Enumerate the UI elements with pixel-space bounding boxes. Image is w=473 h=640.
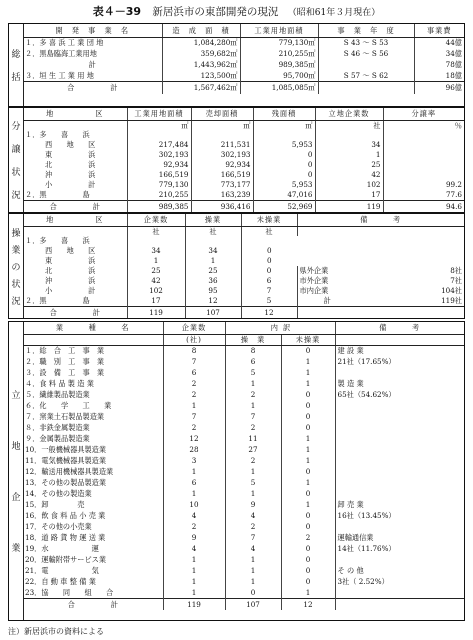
table-row: 小 計 779,130 773,177 5,953 102 99.2 <box>45 180 462 190</box>
table-row: 15．卸 売 10 9 1 卸 売 業 <box>23 499 464 510</box>
operation-total-row: 合 計 119 107 12 <box>23 306 464 318</box>
table-row: 東 浜 302,193 302,193 0 1 <box>23 150 464 160</box>
table-row: 20．運輸附帯サービス業 1 1 0 <box>23 554 464 565</box>
units-row: 社 社 社 <box>23 226 464 236</box>
industry-side-label: 立 地 企 業 <box>9 322 24 620</box>
summary-header-row: 開 発 事 業 名 造 成 面 積 工業用地面積 事 業 年 度 事業費 <box>23 24 464 37</box>
summary-section <box>8 23 465 107</box>
table-row: 22．自 動 車 整 備 業 1 1 0 3社（ 2.52%） <box>23 576 464 587</box>
table-row: 11．電気機械器具製造業 3 2 1 <box>23 455 464 466</box>
table-row: 北 浜 25 25 0 県外企業 8社 <box>45 266 462 276</box>
table-row: ４．食 料 品 製 造 業 2 1 1 製 造 業 <box>23 378 464 389</box>
industry-section <box>8 321 465 621</box>
table-title <box>0 4 473 20</box>
industry-header-row: 業 種 名 企業数 内 訳 備 考 <box>23 322 464 334</box>
table-number: 表４－39 <box>92 5 142 18</box>
units-row: ㎡ ㎡ ㎡ 社 ％ <box>23 120 464 130</box>
table-row: 東 浜 1 1 0 <box>23 256 464 266</box>
sales-side-label: 分 譲 状 況 <box>9 108 24 212</box>
title-date-note: （昭和61年３月現在） <box>287 8 381 18</box>
table-row: ２．黒 島 210,255 163,239 47,016 17 77.6 <box>25 190 462 200</box>
industry-rows <box>23 345 464 598</box>
summary-total-row: 合 計 1,567,462㎡ 1,085,085㎡ 96億 <box>23 81 464 94</box>
table-row: ２．職 別 工 事 業 7 6 1 21社（17.65%） <box>23 356 464 367</box>
table-row: １．多 喜 浜 工 業 団 地 1,084,280㎡ 779,130㎡ S 43 ～ S 53 44億 <box>25 38 462 48</box>
industry-subheader-row: (社) 操 業 未操業 <box>23 334 464 345</box>
table-row: １．多 喜 浜 <box>23 236 464 246</box>
table-row: ２．黒島臨海工業用地 359,682㎡ 210,255㎡ S 46 ～ S 56 34億 <box>25 48 462 58</box>
summary-table <box>23 24 464 94</box>
table-row: 16．飲 食 料 品 小 売 業 4 4 0 16社（13.45%） <box>23 510 464 521</box>
table-row: 西 地 区 34 34 0 <box>23 246 464 256</box>
table-row: ２．黒 島 17 12 5 計 119社 <box>25 296 462 306</box>
table-row: 17．その他の小売業 2 2 0 <box>23 521 464 532</box>
industry-table <box>23 322 464 610</box>
table-row: 小 計 102 95 7 市内企業 104社 <box>45 286 462 296</box>
table-row: 沖 浜 42 36 6 市外企業 7社 <box>45 276 462 286</box>
table-row: 21．電 気 1 1 0 そ の 他 <box>23 565 464 576</box>
table-row: 計 1,443,962㎡ 989,385㎡ 78億 <box>88 59 462 69</box>
table-row: 23．協 同 組 合 1 0 1 <box>23 587 464 598</box>
table-row: １．多 喜 浜 <box>23 130 464 140</box>
table-row: 西 地 区 217,484 211,531 5,953 34 <box>23 140 464 150</box>
operation-table <box>23 214 464 318</box>
table-row: 14．その他の製造業 1 1 0 <box>23 488 464 499</box>
table-row: 13．その他の製品製造業 6 5 1 <box>23 477 464 488</box>
table-row: ３．設 備 工 事 業 6 5 1 <box>23 367 464 378</box>
summary-side-label: 総 括 <box>9 24 24 106</box>
sales-header-row: 地 区 工業用地面積 売却面積 残面積 立地企業数 分譲率 <box>23 108 464 120</box>
sales-section <box>8 107 465 213</box>
operation-header-row: 地 区 企業数 操業 未操業 備 考 <box>23 214 464 226</box>
table-row: ８．非鉄金属製造業 2 2 0 <box>23 422 464 433</box>
operation-side-label: 操 業 の 状 況 <box>9 214 24 318</box>
source-note: 注）新居浜市の資料による <box>8 627 104 636</box>
table-row: 19．水 運 4 4 0 14社（11.76%） <box>23 543 464 554</box>
table-row: ５．繊維製品製造業 2 2 0 65社（54.62%） <box>23 389 464 400</box>
table-row: ３．垣 生 工 業 用 地 123,500㎡ 95,700㎡ S 57 ～ S 62 18億 <box>25 70 462 80</box>
table-row: 沖 浜 166,519 166,519 0 42 <box>23 170 464 180</box>
table-row: 北 浜 92,934 92,934 0 25 <box>23 160 464 170</box>
sales-total-row: 合 計 989,385 936,416 52,969 119 94.6 <box>23 200 464 212</box>
table-row: 18．道 路 貨 物 運 送 業 9 7 2 運輸通信業 <box>23 532 464 543</box>
table-row: ６．化 学 工 業 1 1 0 <box>23 400 464 411</box>
operation-section <box>8 213 465 319</box>
table-row: １．総 合 工 事 業 8 8 0 建 設 業 <box>23 345 464 356</box>
table-row: ９．金属製品製造業 12 11 1 <box>23 433 464 444</box>
title-text: 新居浜市の東部開発の現況 <box>152 6 279 18</box>
table-row: 10．一般機械器具製造業 28 27 1 <box>23 444 464 455</box>
industry-total-row: 合 計 119 107 12 <box>23 598 464 610</box>
table-row: ７．窯業土石製品製造業 7 7 0 <box>23 411 464 422</box>
sales-table <box>23 108 464 212</box>
table-row: 12．輸送用機械器具製造業 1 1 0 <box>23 466 464 477</box>
